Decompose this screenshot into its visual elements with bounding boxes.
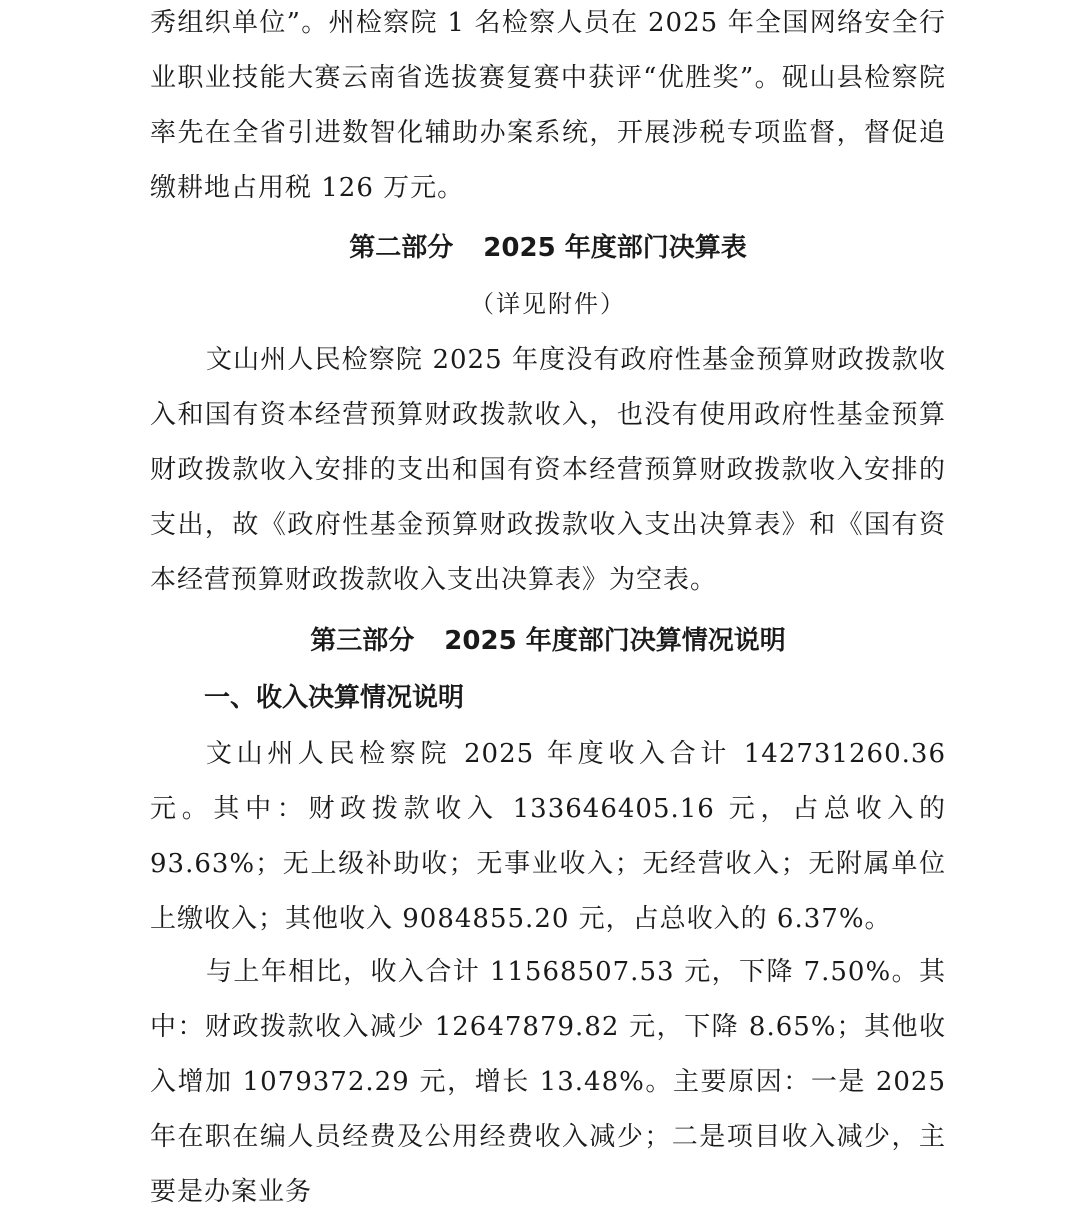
- part2-note: （详见附件）: [470, 290, 626, 318]
- part3-heading: [150, 621, 946, 661]
- part2-paragraph: 文山州人民检察院 2025 年度没有政府性基金预算财政拨款收入和国有资本经营预算财政拨款收入，也没有使用政府性基金预算财政拨款收入安排的支出和国有资本经营预算财政拨款收入安排的支出，故《政府性基金预算财政拨款收入支出决算表》和《国有资本经营预算财政拨款收入支出决算表》为空表。: [150, 345, 946, 595]
- part3-label: 第三部分: [310, 626, 415, 656]
- part3-title: 2025 年度部门决算情况说明: [444, 626, 786, 656]
- part2-heading: [150, 228, 946, 268]
- income-paragraph: 文山州人民检察院 2025 年度收入合计 142731260.36 元。其中：财政拨款收入 133646405.16 元，占总收入的 93.63%；无上级补助收；无事业收入；无经营收入；无附属单位上缴收入；其他收入 9084855.20 元，占总收入的 6.37%。: [150, 739, 946, 934]
- part2-label: 第二部分: [349, 233, 454, 263]
- top-paragraph: 秀组织单位”。州检察院 1 名检察人员在 2025 年全国网络安全行业职业技能大赛云南省选拔赛复赛中获评“优胜奖”。砚山县检察院率先在全省引进数智化辅助办案系统，开展涉税专项监督，督促追缴耕地占用税 126 万元。: [150, 8, 946, 203]
- section1-heading: 一、收入决算情况说明: [204, 683, 465, 713]
- part2-title: 2025 年度部门决算表: [483, 233, 747, 263]
- income-comparison-paragraph: 与上年相比，收入合计 11568507.53 元，下降 7.50%。其中：财政拨款收入减少 12647879.82 元，下降 8.65%；其他收入增加 1079372.29 元，增长 13.48%。主要原因：一是 2025 年在职在编人员经费及公用经费收入减少；二是项目收入减少，主要是办案业务: [150, 957, 946, 1207]
